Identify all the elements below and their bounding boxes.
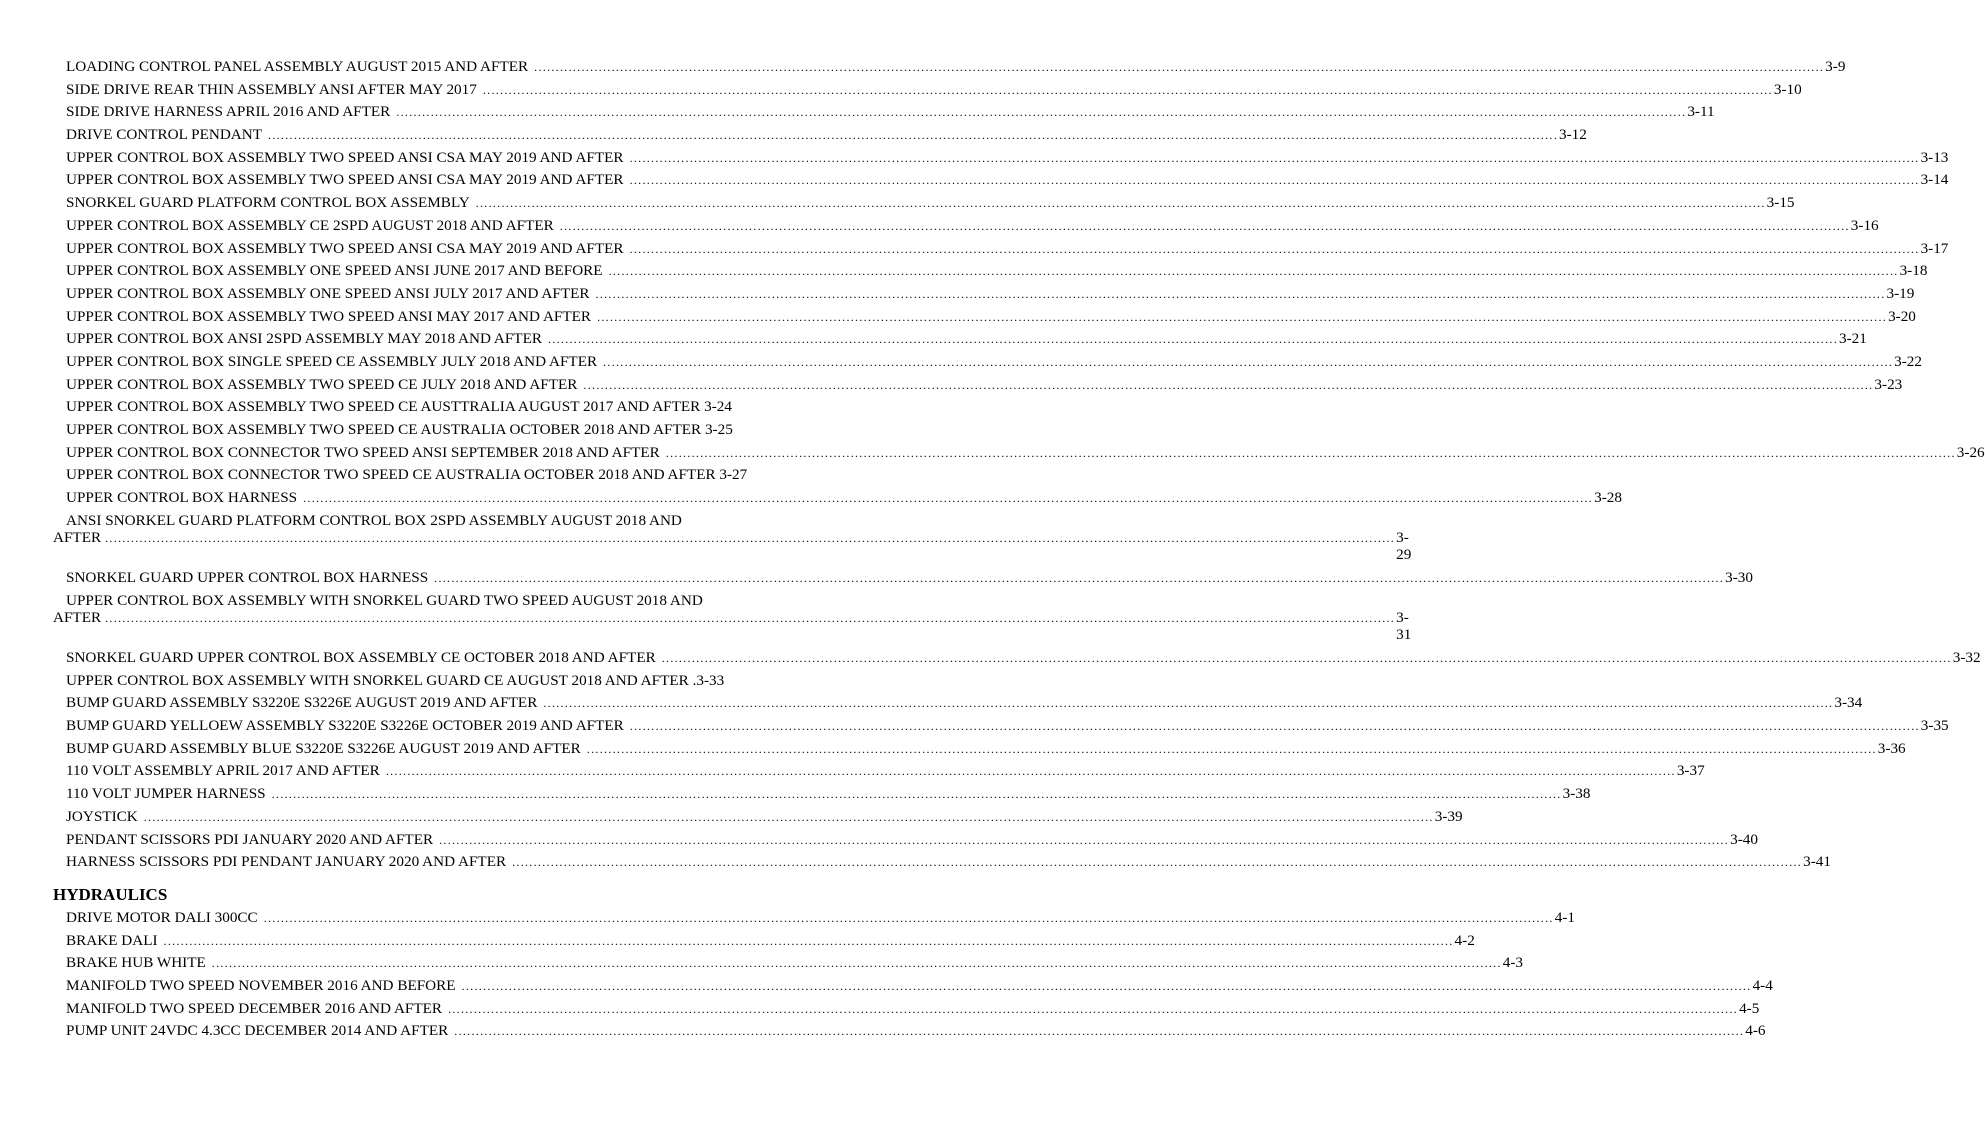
- toc-entry[interactable]: [53, 306, 1916, 329]
- dot-leader: ............................................................................................................................................................................................................................................................................................................: [543, 696, 1834, 711]
- dot-leader: ............................................................................................................................................................................................................................................................................................................: [482, 82, 1773, 97]
- dot-leader: ............................................................................................................................................................................................................................................................................................................: [263, 910, 1554, 925]
- toc-entry-title: UPPER CONTROL BOX ASSEMBLY TWO SPEED ANSI CSA MAY 2019 AND AFTER: [66, 148, 624, 166]
- toc-entry[interactable]: [53, 975, 1773, 998]
- dot-leader: ............................................................................................................................................................................................................................................................................................................: [512, 855, 1803, 870]
- toc-entry-page-number: 4-3: [1502, 954, 1524, 972]
- toc-entry[interactable]: [53, 192, 1795, 215]
- toc-entry[interactable]: [53, 396, 812, 419]
- toc-entry[interactable]: [53, 260, 1928, 283]
- toc-entry-title: SIDE DRIVE REAR THIN ASSEMBLY ANSI AFTER MAY 2017: [66, 80, 477, 98]
- section-heading-hydraulics: HYDRAULICS: [53, 884, 168, 904]
- dot-leader: ............................................................................................................................................................................................................................................................................................................: [439, 832, 1730, 847]
- dot-leader: ............................................................................................................................................................................................................................................................................................................: [396, 105, 1687, 120]
- toc-entry-page-number: 3-35: [1920, 717, 1949, 735]
- toc-entry[interactable]: [53, 238, 1949, 261]
- toc-entry[interactable]: [53, 647, 1981, 670]
- toc-entry-title: PUMP UNIT 24VDC 4.3CC DECEMBER 2014 AND AFTER: [66, 1022, 449, 1040]
- dot-leader: ............................................................................................................................................................................................................................................................................................................: [385, 764, 1676, 779]
- dot-leader: ............................................................................................................................................................................................................................................................................................................: [559, 218, 1850, 233]
- dot-leader: ............................................................................................................................................................................................................................................................................................................: [583, 377, 1874, 392]
- toc-entry[interactable]: [53, 487, 1622, 510]
- dot-leader: ............................................................................................................................................................................................................................................................................................................: [211, 956, 1502, 971]
- toc-entry-title: DRIVE CONTROL PENDANT: [66, 126, 263, 144]
- toc-entry-title: BUMP GUARD ASSEMBLY BLUE S3220E S3226E AUGUST 2019 AND AFTER: [66, 739, 581, 757]
- toc-entry-title: UPPER CONTROL BOX ASSEMBLY WITH SNORKEL GUARD CE AUGUST 2018 AND AFTER .3-33: [66, 671, 725, 689]
- toc-entry[interactable]: [53, 907, 1575, 930]
- toc-entry-title: JOYSTICK: [66, 807, 138, 825]
- toc-entry-title: BRAKE HUB WHITE: [66, 954, 206, 972]
- toc-entry-title: UPPER CONTROL BOX ASSEMBLY CE 2SPD AUGUST 2018 AND AFTER: [66, 216, 554, 234]
- toc-entry[interactable]: [53, 738, 1906, 761]
- dot-leader: ............................................................................................................................................................................................................................................................................................................: [629, 150, 1920, 165]
- toc-entry-page-number: 3-38: [1562, 785, 1591, 803]
- toc-entry-title: SNORKEL GUARD PLATFORM CONTROL BOX ASSEMBLY: [66, 194, 470, 212]
- toc-entry[interactable]: [53, 419, 812, 442]
- toc-entry[interactable]: [53, 79, 1802, 102]
- dot-leader: ............................................................................................................................................................................................................................................................................................................: [629, 173, 1920, 188]
- toc-entry[interactable]: [53, 715, 1949, 738]
- dot-leader: ............................................................................................................................................................................................................................................................................................................: [603, 354, 1894, 369]
- toc-entry[interactable]: [53, 567, 1753, 590]
- toc-entry-page-number: 3-17: [1920, 239, 1949, 257]
- toc-entry-page-number: 3-30: [1725, 569, 1753, 587]
- toc-entry-page-number: 3-10: [1773, 80, 1802, 98]
- toc-entry-title: HARNESS SCISSORS PDI PENDANT JANUARY 2020 AND AFTER: [66, 853, 507, 871]
- toc-entry[interactable]: [53, 930, 1475, 953]
- toc-entry-page-number: 3-16: [1850, 216, 1879, 234]
- toc-entry-page-number: 3-22: [1894, 352, 1922, 370]
- toc-entry-page-number: 3-31: [1396, 609, 1412, 644]
- toc-entry[interactable]: [53, 283, 1915, 306]
- toc-entry[interactable]: [53, 169, 1949, 192]
- toc-entry-page-number: 3-39: [1434, 807, 1463, 825]
- dot-leader: ............................................................................................................................................................................................................................................................................................................: [271, 787, 1562, 802]
- dot-leader: ............................................................................................................................................................................................................................................................................................................: [454, 1024, 1745, 1039]
- toc-entry-title: UPPER CONTROL BOX ASSEMBLY TWO SPEED CE JULY 2018 AND AFTER: [66, 375, 578, 393]
- toc-entry[interactable]: [53, 998, 1760, 1021]
- toc-entry-page-number: 4-2: [1454, 931, 1475, 949]
- dot-leader: ............................................................................................................................................................................................................................................................................................................: [461, 978, 1752, 993]
- toc-entry[interactable]: [53, 328, 1867, 351]
- dot-leader: ............................................................................................................................................................................................................................................................................................................: [475, 196, 1766, 211]
- electrical-entries-list: [53, 56, 1985, 874]
- toc-entry[interactable]: [53, 101, 1715, 124]
- toc-entry-page-number: 3-32: [1952, 649, 1981, 666]
- toc-entry[interactable]: [53, 464, 812, 487]
- toc-entry-title: MANIFOLD TWO SPEED DECEMBER 2016 AND AFTER: [66, 999, 443, 1017]
- toc-entry-page-number: 3-19: [1886, 284, 1915, 302]
- toc-entry-title: UPPER CONTROL BOX HARNESS: [66, 489, 298, 507]
- toc-entry-page-number: 4-5: [1739, 999, 1760, 1017]
- toc-entry-title: ANSI SNORKEL GUARD PLATFORM CONTROL BOX 2SPD ASSEMBLY AUGUST 2018 AND: [66, 511, 682, 529]
- toc-entry-page-number: 3-28: [1594, 489, 1622, 507]
- dot-leader: ............................................................................................................................................................................................................................................................................................................: [143, 809, 1434, 824]
- toc-entry[interactable]: [53, 760, 1705, 783]
- toc-entry-title: UPPER CONTROL BOX ASSEMBLY WITH SNORKEL GUARD TWO SPEED AUGUST 2018 AND: [66, 591, 703, 609]
- hydraulics-entries-list: [53, 907, 1773, 1043]
- dot-leader: ............................................................................................................................................................................................................................................................................................................: [534, 60, 1825, 74]
- toc-entry[interactable]: [53, 829, 1758, 852]
- toc-entry-title: MANIFOLD TWO SPEED NOVEMBER 2016 AND BEFORE: [66, 976, 456, 994]
- toc-entry-page-number: 4-6: [1745, 1022, 1766, 1040]
- toc-entry-title: UPPER CONTROL BOX ANSI 2SPD ASSEMBLY MAY 2018 AND AFTER: [66, 330, 542, 348]
- toc-entry-page-number: 3-15: [1766, 194, 1795, 212]
- dot-leader: ............................................................................................................................................................................................................................................................................................................: [629, 719, 1920, 734]
- toc-entry-title: UPPER CONTROL BOX CONNECTOR TWO SPEED CE AUSTRALIA OCTOBER 2018 AND AFTER 3-27: [66, 466, 748, 484]
- toc-entry-page-number: 3-12: [1559, 126, 1587, 144]
- dot-leader: ............................................................................................................................................................................................................................................................................................................: [163, 933, 1454, 948]
- dot-leader: ............................................................................................................................................................................................................................................................................................................: [597, 309, 1888, 324]
- dot-leader: ............................................................................................................................................................................................................................................................................................................: [661, 651, 1952, 665]
- toc-entry-title: UPPER CONTROL BOX ASSEMBLY TWO SPEED ANSI CSA MAY 2019 AND AFTER: [66, 239, 624, 257]
- toc-entry-title-continued: AFTER: [53, 529, 102, 547]
- dot-leader: ............................................................................................................................................................................................................................................................................................................: [268, 128, 1559, 143]
- toc-entry-page-number: 3-11: [1687, 103, 1715, 121]
- toc-entry[interactable]: [53, 952, 1524, 975]
- toc-entry-page-number: 3-36: [1877, 739, 1906, 757]
- toc-entry-second-line: [53, 609, 1412, 644]
- toc-entry-page-number: 3-40: [1730, 830, 1758, 848]
- toc-entry[interactable]: [53, 806, 1463, 829]
- dot-leader: ............................................................................................................................................................................................................................................................................................................: [448, 1001, 1739, 1016]
- toc-entry-title: UPPER CONTROL BOX ASSEMBLY TWO SPEED ANSI CSA MAY 2019 AND AFTER: [66, 171, 624, 189]
- toc-entry-page-number: 3-14: [1920, 171, 1949, 189]
- toc-entry-page-number: 3-34: [1834, 694, 1863, 712]
- dot-leader: ............................................................................................................................................................................................................................................................................................................: [105, 531, 1396, 546]
- toc-entry-title: LOADING CONTROL PANEL ASSEMBLY AUGUST 2015 AND AFTER: [66, 58, 529, 75]
- toc-entry[interactable]: [53, 783, 1591, 806]
- toc-entry-page-number: 3-23: [1874, 375, 1903, 393]
- toc-entry-title: 110 VOLT ASSEMBLY APRIL 2017 AND AFTER: [66, 762, 380, 780]
- dot-leader: ............................................................................................................................................................................................................................................................................................................: [608, 264, 1899, 279]
- toc-entry-title: SNORKEL GUARD UPPER CONTROL BOX HARNESS: [66, 569, 429, 587]
- toc-entry-title: PENDANT SCISSORS PDI JANUARY 2020 AND AFTER: [66, 830, 434, 848]
- toc-entry[interactable]: [53, 56, 1846, 79]
- toc-entry-second-line: [53, 529, 1412, 564]
- toc-entry-title: UPPER CONTROL BOX ASSEMBLY TWO SPEED ANSI MAY 2017 AND AFTER: [66, 307, 592, 325]
- toc-entry-page-number: 3-18: [1899, 262, 1928, 280]
- dot-leader: ............................................................................................................................................................................................................................................................................................................: [434, 571, 1725, 586]
- toc-entry-page-number: 3-41: [1803, 853, 1831, 871]
- toc-entry-page-number: 3-20: [1888, 307, 1916, 325]
- toc-entry-title: UPPER CONTROL BOX CONNECTOR TWO SPEED ANSI SEPTEMBER 2018 AND AFTER: [66, 443, 660, 461]
- toc-entry-title: UPPER CONTROL BOX SINGLE SPEED CE ASSEMBLY JULY 2018 AND AFTER: [66, 352, 598, 370]
- dot-leader: ............................................................................................................................................................................................................................................................................................................: [665, 445, 1956, 460]
- toc-entry-title: SIDE DRIVE HARNESS APRIL 2016 AND AFTER: [66, 103, 391, 121]
- toc-entry-title: UPPER CONTROL BOX ASSEMBLY TWO SPEED CE AUSTRALIA OCTOBER 2018 AND AFTER 3-25: [66, 421, 733, 438]
- toc-entry-title: BUMP GUARD ASSEMBLY S3220E S3226E AUGUST 2019 AND AFTER: [66, 694, 538, 712]
- toc-entry-page-number: 3-13: [1920, 148, 1949, 166]
- toc-entry[interactable]: [53, 510, 1412, 567]
- toc-entry-title: UPPER CONTROL BOX ASSEMBLY ONE SPEED ANSI JUNE 2017 AND BEFORE: [66, 262, 603, 280]
- toc-entry-title-continued: AFTER: [53, 609, 102, 627]
- toc-entry-page-number: 4-1: [1554, 908, 1575, 926]
- toc-entry[interactable]: [53, 851, 1831, 874]
- toc-entry-page-number: 3-21: [1839, 330, 1867, 348]
- toc-entry-title: UPPER CONTROL BOX ASSEMBLY TWO SPEED CE AUSTTRALIA AUGUST 2017 AND AFTER 3-24: [66, 398, 732, 416]
- toc-entry[interactable]: [53, 590, 1412, 647]
- dot-leader: ............................................................................................................................................................................................................................................................................................................: [548, 332, 1838, 347]
- toc-entry-page-number: 3-26: [1956, 443, 1985, 461]
- dot-leader: ............................................................................................................................................................................................................................................................................................................: [595, 286, 1886, 301]
- toc-entry-title: UPPER CONTROL BOX ASSEMBLY ONE SPEED ANSI JULY 2017 AND AFTER: [66, 284, 590, 302]
- table-of-contents: [53, 56, 1985, 1043]
- dot-leader: ............................................................................................................................................................................................................................................................................................................: [586, 741, 1877, 756]
- toc-entry-page-number: 3-37: [1676, 762, 1705, 780]
- toc-entry[interactable]: [53, 374, 1903, 397]
- toc-entry-title: BRAKE DALI: [66, 931, 158, 949]
- toc-entry-page-number: 4-4: [1752, 976, 1773, 994]
- toc-entry[interactable]: [53, 124, 1587, 147]
- toc-entry-title: DRIVE MOTOR DALI 300CC: [66, 908, 258, 926]
- toc-entry-title: SNORKEL GUARD UPPER CONTROL BOX ASSEMBLY CE OCTOBER 2018 AND AFTER: [66, 649, 656, 666]
- dot-leader: ............................................................................................................................................................................................................................................................................................................: [105, 611, 1396, 626]
- toc-entry[interactable]: [53, 351, 1922, 374]
- toc-entry-title: BUMP GUARD YELLOEW ASSEMBLY S3220E S3226E OCTOBER 2019 AND AFTER: [66, 717, 624, 735]
- toc-entry[interactable]: [53, 215, 1879, 238]
- toc-entry-page-number: 3-29: [1396, 529, 1412, 564]
- toc-entry-page-number: 3-9: [1825, 58, 1846, 75]
- toc-entry[interactable]: [53, 442, 1985, 465]
- toc-entry[interactable]: [53, 1020, 1766, 1043]
- toc-entry[interactable]: [53, 692, 1863, 715]
- toc-entry-title: 110 VOLT JUMPER HARNESS: [66, 785, 266, 803]
- dot-leader: ............................................................................................................................................................................................................................................................................................................: [303, 491, 1594, 506]
- dot-leader: ............................................................................................................................................................................................................................................................................................................: [629, 241, 1920, 256]
- toc-entry[interactable]: [53, 670, 812, 693]
- toc-entry[interactable]: [53, 147, 1949, 170]
